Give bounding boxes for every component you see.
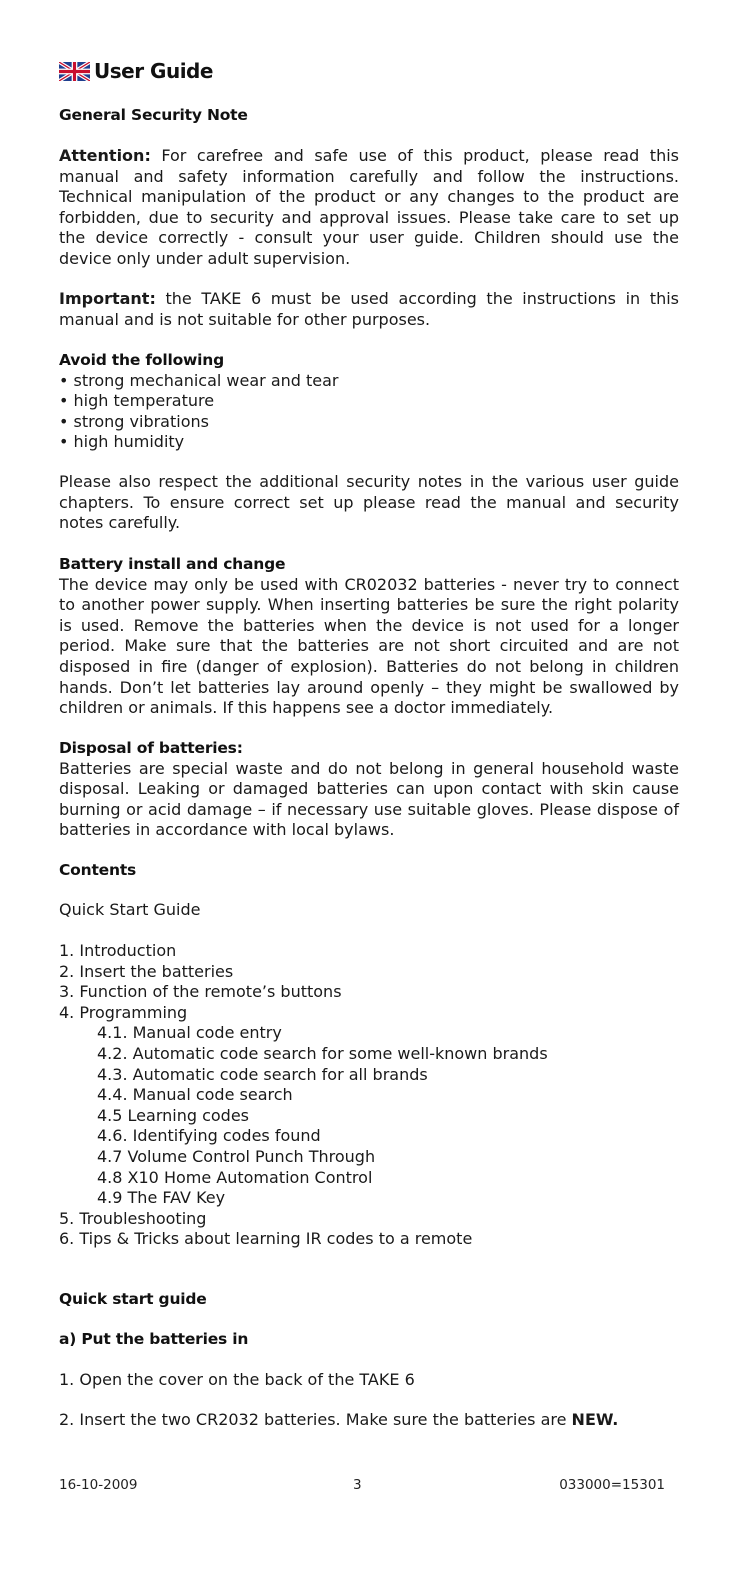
quick-start-guide-entry: Quick Start Guide — [59, 900, 201, 919]
disposal-text: Batteries are special waste and do not belong in general household waste disposal. Leaking or damaged batteries can upon contact with skin cause burning or acid damage – if necessary use suitable gloves. Please dispose of batteries in accordance with local bylaws. — [59, 758, 679, 840]
contents-item: 2. Insert the batteries — [59, 961, 234, 981]
guide-header — [59, 57, 213, 85]
attention-text: For carefree and safe use of this product, please read this manual and safety information carefully and follow the instructions. Technical manipulation of the product or any changes to the product are forbidden, due to security and approval issues. Please take care to set up the device correctly - consult your user guide. Children should use the device only under adult supervision. — [59, 146, 679, 268]
contents-subitem: 4.4. Manual code search — [97, 1085, 293, 1105]
contents-subitem: 4.6. Identifying codes found — [97, 1126, 321, 1146]
avoid-item: • strong mechanical wear and tear — [59, 370, 339, 390]
quickstart-step-2-text: 2. Insert the two CR2032 batteries. Make sure the batteries are — [59, 1410, 572, 1429]
avoid-item: • high temperature — [59, 391, 215, 411]
contents-subitem: 4.9 The FAV Key — [97, 1188, 226, 1208]
quickstart-subheading: a) Put the batteries in — [59, 1330, 249, 1348]
disposal-section — [59, 738, 679, 841]
contents-item: 3. Function of the remote’s buttons — [59, 982, 342, 1002]
contents-subitem: 4.7 Volume Control Punch Through — [97, 1146, 376, 1166]
avoid-heading: Avoid the following — [59, 351, 224, 369]
footer-date: 16-10-2009 — [59, 1477, 138, 1493]
important-label: Important: — [59, 289, 156, 308]
avoid-section — [59, 350, 679, 453]
footer-code: 033000=15301 — [559, 1477, 665, 1493]
quickstart-step-2 — [59, 1410, 679, 1431]
battery-section — [59, 554, 679, 719]
contents-subitem: 4.8 X10 Home Automation Control — [97, 1167, 373, 1187]
contents-heading: Contents — [59, 861, 137, 879]
contents-subitem: 4.1. Manual code entry — [97, 1023, 282, 1043]
battery-heading: Battery install and change — [59, 555, 286, 573]
avoid-item: • high humidity — [59, 432, 185, 452]
attention-label: Attention: — [59, 146, 151, 165]
avoid-item: • strong vibrations — [59, 411, 209, 431]
page-title: User Guide — [94, 59, 213, 83]
contents-item: 6. Tips & Tricks about learning IR codes to a remote — [59, 1229, 473, 1249]
contents-item: 1. Introduction — [59, 941, 177, 960]
contents-item: 4. Programming — [59, 1002, 188, 1022]
quickstart-step-2-emphasis: NEW. — [571, 1410, 619, 1429]
contents-subitem: 4.2. Automatic code search for some well-known brands — [97, 1043, 548, 1063]
contents-subitem: 4.3. Automatic code search for all brands — [97, 1064, 428, 1084]
battery-text: The device may only be used with CR02032 batteries - never try to connect to another power supply. When inserting batteries be sure the right polarity is used. Remove the batteries when the device is not used for a longer period. Make sure that the batteries are not short circuited and are not disposed in fire (danger of explosion). Batteries do not belong in children hands. Don’t let batteries lay around openly – they might be swallowed by children or animals. If this happens see a doctor immediately. — [59, 574, 679, 718]
security-heading: General Security Note — [59, 106, 248, 124]
uk-flag-icon — [59, 62, 90, 81]
attention-paragraph — [59, 146, 679, 270]
important-paragraph — [59, 289, 679, 330]
footer-page-number: 3 — [353, 1477, 362, 1493]
respect-paragraph: Please also respect the additional security notes in the various user guide chapters. To ensure correct set up please read the manual and security notes carefully. — [59, 472, 679, 533]
disposal-heading: Disposal of batteries: — [59, 739, 243, 757]
contents-subitem: 4.5 Learning codes — [97, 1105, 249, 1125]
contents-item: 5. Troubleshooting — [59, 1208, 207, 1228]
contents-list — [59, 941, 679, 1250]
quickstart-heading: Quick start guide — [59, 1290, 207, 1308]
important-text: the TAKE 6 must be used according the instructions in this manual and is not suitable for other purposes. — [59, 289, 679, 329]
quickstart-step-1: 1. Open the cover on the back of the TAKE 6 — [59, 1370, 415, 1389]
